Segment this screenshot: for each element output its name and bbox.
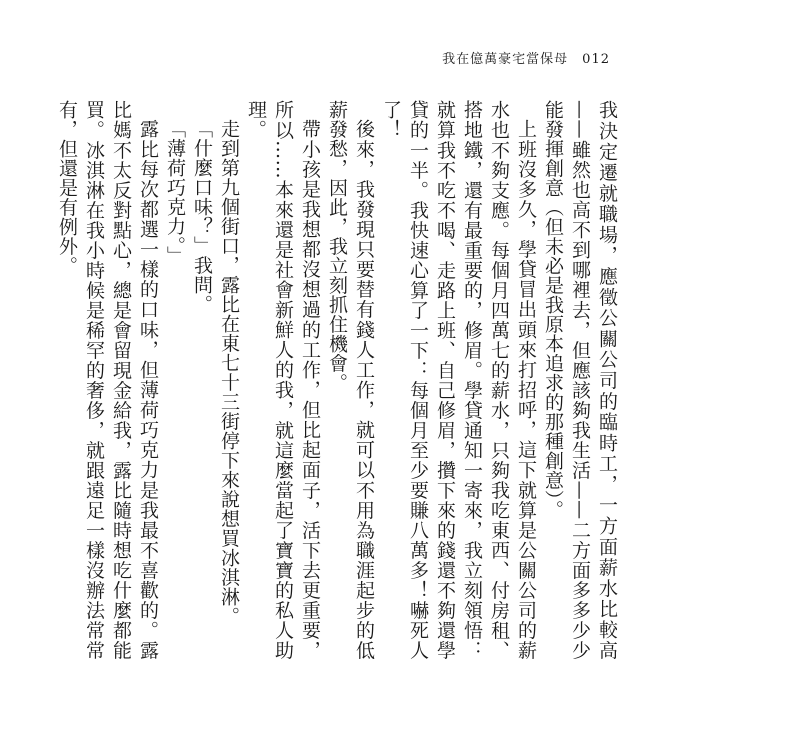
paragraph-6: 「什麼口味？」我問。 bbox=[191, 119, 213, 314]
paragraph-4: 帶小孩是我想都沒想過的工作，但比起面子，活下去更重要，所以……本來還是社會新鮮人的我，就這麼當起了寶寶的私人助理。 bbox=[245, 100, 321, 660]
page-number: 012 bbox=[582, 52, 610, 67]
paragraph-5: 走到第九個街口，露比在東七十三街停下來說想買冰淇淋。 bbox=[218, 119, 240, 626]
book-title: 我在億萬豪宅當保母 bbox=[442, 52, 569, 67]
running-header bbox=[442, 48, 610, 67]
paragraph-1: 我決定遷就職場，應徵公關公司的臨時工，一方面薪水比較高——雖然也高不到哪裡去，但應該夠我生活——二方面多多少少能發揮創意（但未必是我原本追求的那種創意）。 bbox=[542, 100, 618, 660]
paragraph-3: 後來，我發現只要替有錢人工作，就可以不用為職涯起步的低薪發愁，因此，我立刻抓住機會。 bbox=[326, 100, 375, 660]
paragraph-2: 上班沒多久，學貸冒出頭來打招呼，這下就算是公關公司的薪水也不夠支應。每個月四萬七的薪水，只夠我吃東西、付房租、搭地鐵，還有最重要的，修眉。學貸通知一寄來，我立刻領悟：就算我不吃不喝、走路上班、自己修眉，攢下來的錢還不夠還學貸的一半。我快速心算了一下：每個月至少要賺八萬多！嚇死人了！ bbox=[380, 100, 537, 660]
page-body bbox=[56, 100, 620, 660]
paragraph-8: 露比每次都選一樣的口味，但薄荷巧克力是我最不喜歡的。露比媽不太反對點心，總是會留現金給我，露比隨時想吃什麼都能買。冰淇淋在我小時候是稀罕的奢侈，就跟遠足一樣沒辦法常常有，但還是有例外。 bbox=[56, 100, 159, 660]
paragraph-7: 「薄荷巧克力。」 bbox=[164, 119, 186, 266]
